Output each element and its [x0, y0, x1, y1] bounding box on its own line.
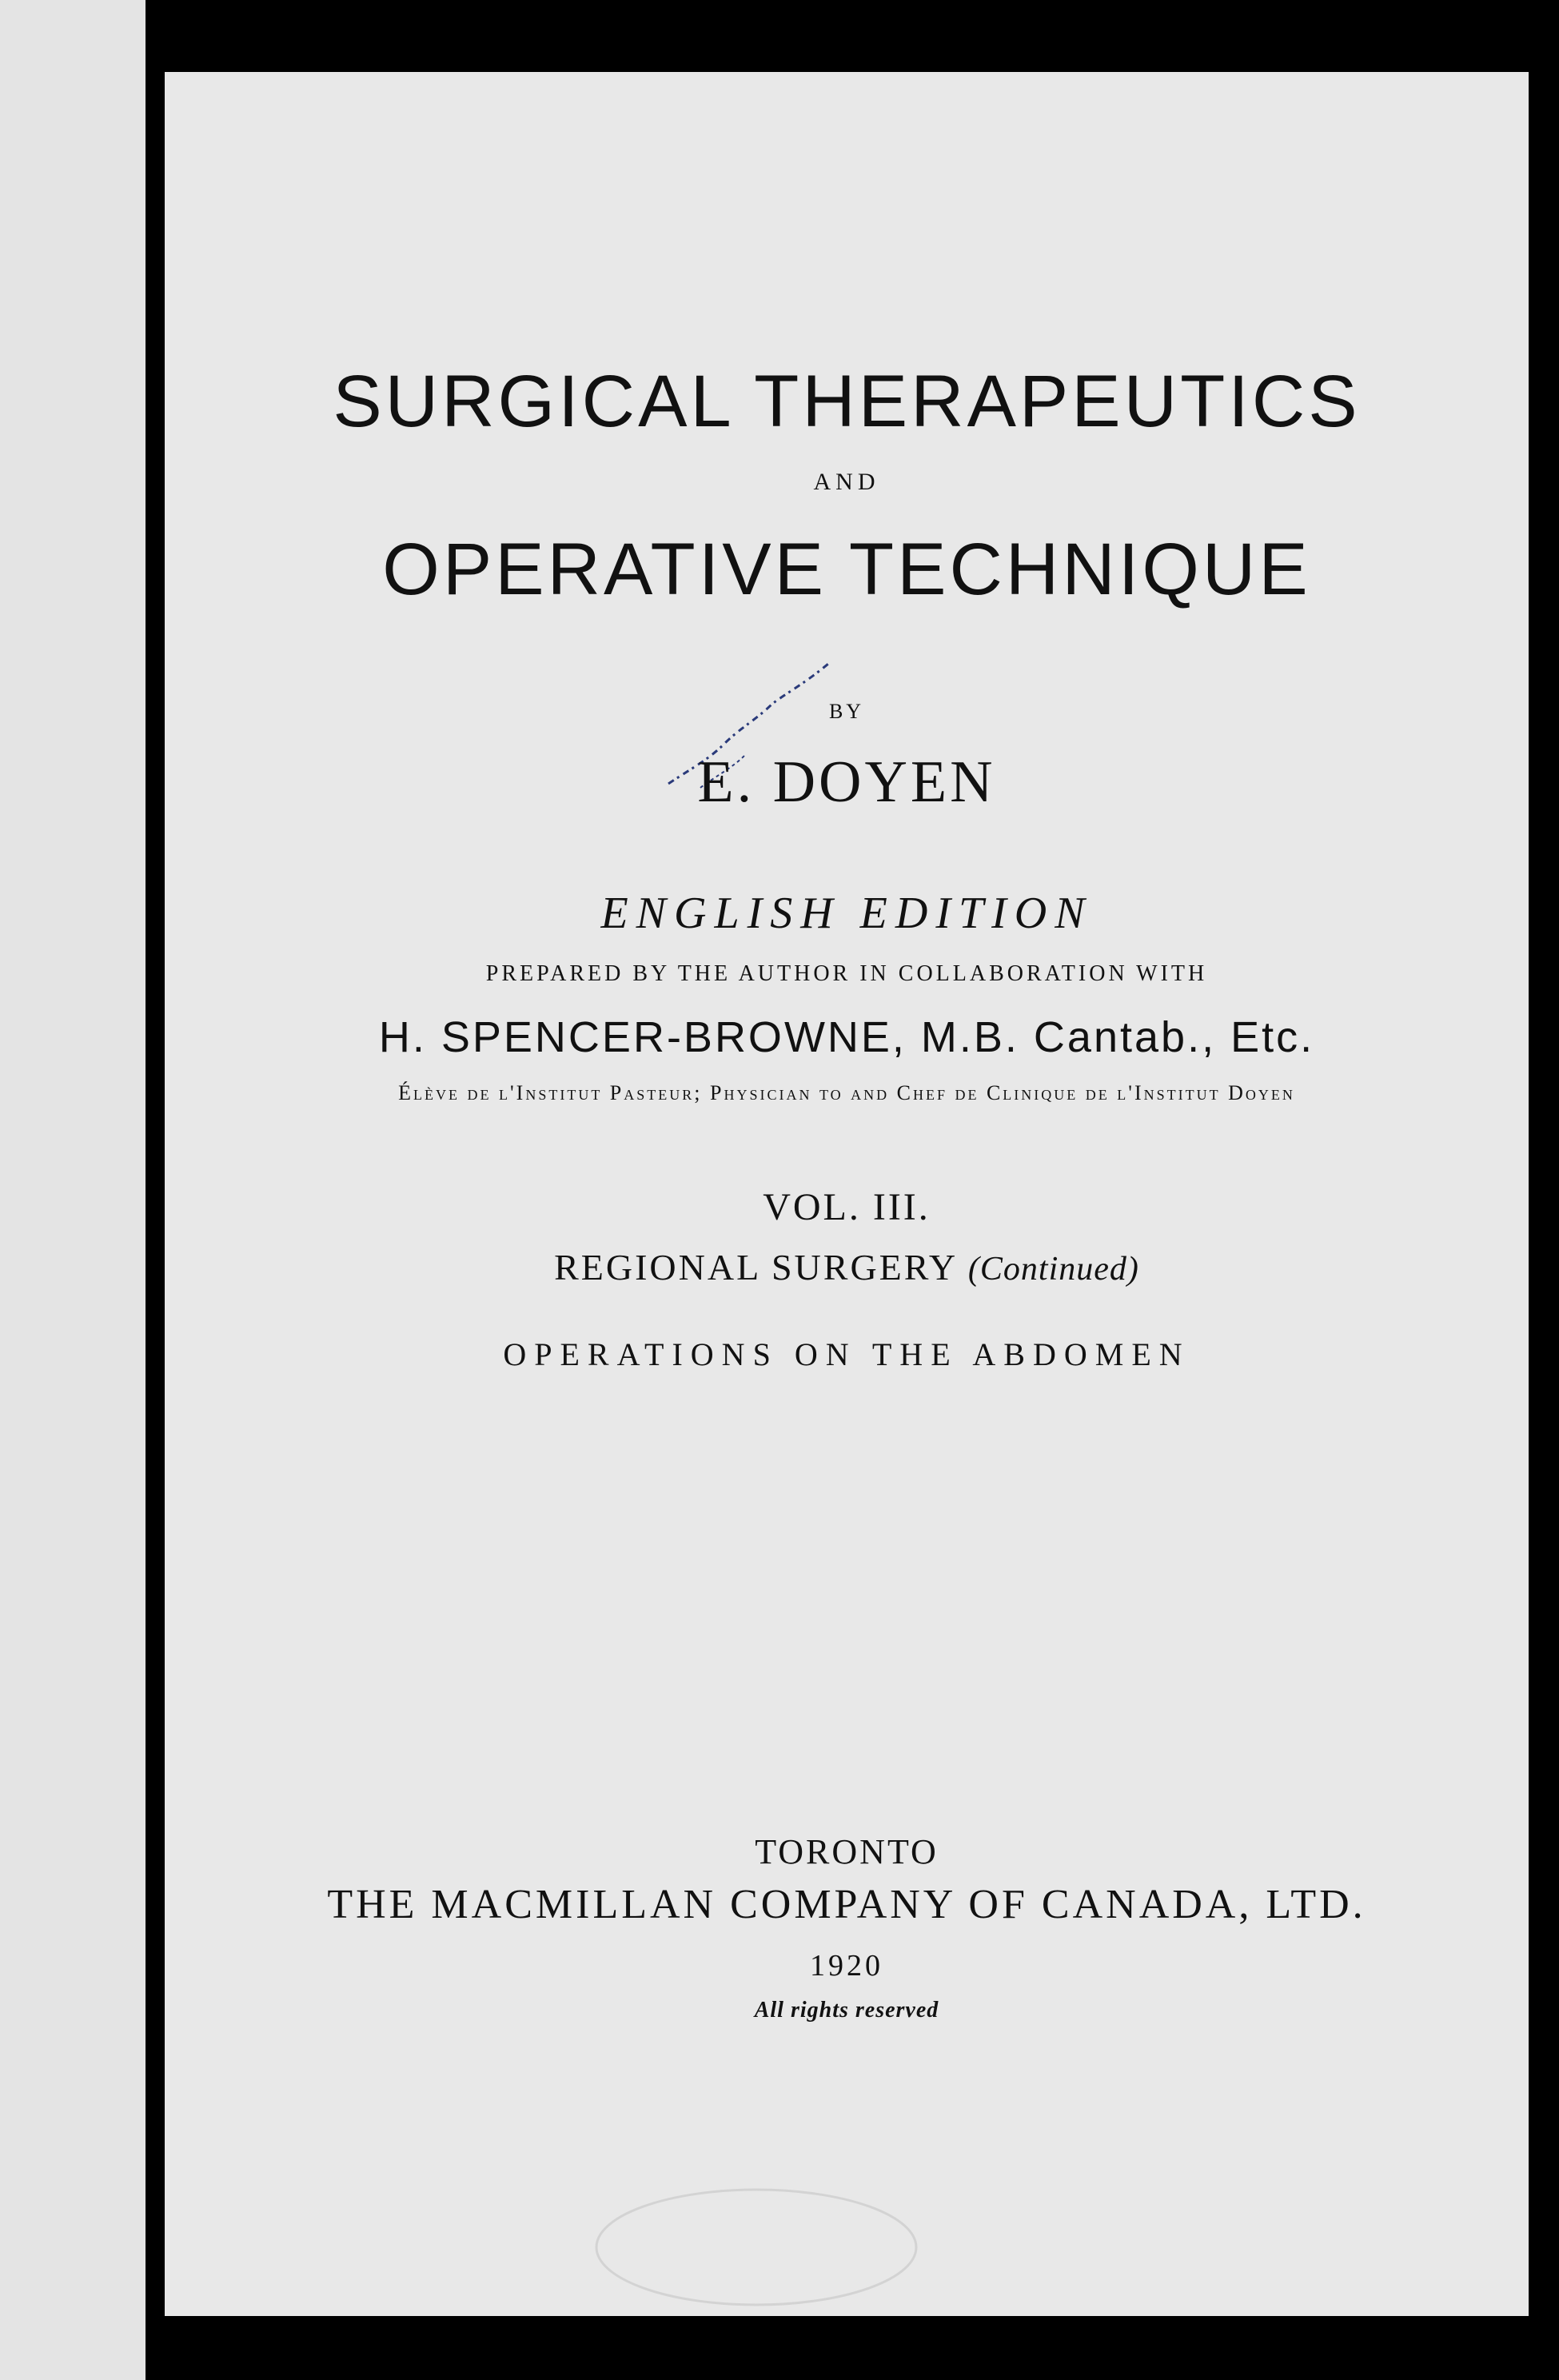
by-line: BY	[828, 700, 865, 723]
library-stamp	[588, 2183, 924, 2311]
volume-subject	[165, 1246, 1529, 1288]
volume-subject-text: REGIONAL SURGERY	[554, 1247, 957, 1288]
volume-subject-note: (Continued)	[967, 1251, 1139, 1288]
author-name: E. DOYEN	[697, 749, 996, 815]
publisher-city: TORONTO	[755, 1832, 939, 1871]
collaborator-name: H. SPENCER-BROWNE, M.B. Cantab., Etc.	[378, 1013, 1315, 1061]
publication-year: 1920	[810, 1949, 883, 1983]
title-page	[165, 72, 1529, 2316]
prepared-by-line: PREPARED BY THE AUTHOR IN COLLABORATION WITH	[485, 961, 1208, 986]
volume-number: VOL. III.	[763, 1186, 931, 1228]
rights-notice: All rights reserved	[754, 1998, 939, 2023]
publisher-name: THE MACMILLAN COMPANY OF CANADA, LTD.	[327, 1882, 1366, 1927]
collaborator-affiliation: Élève de l'Institut Pasteur; Physician to and Chef de Clinique de l'Institut Doyen	[398, 1081, 1295, 1104]
facing-page-edge	[0, 0, 146, 2380]
title-conjunction: AND	[813, 469, 880, 495]
section-title: OPERATIONS ON THE ABDOMEN	[503, 1336, 1190, 1372]
title-line-1: SURGICAL THERAPEUTICS	[333, 361, 1361, 442]
title-line-2: OPERATIVE TECHNIQUE	[382, 529, 1311, 610]
edition-label: ENGLISH EDITION	[600, 889, 1093, 938]
